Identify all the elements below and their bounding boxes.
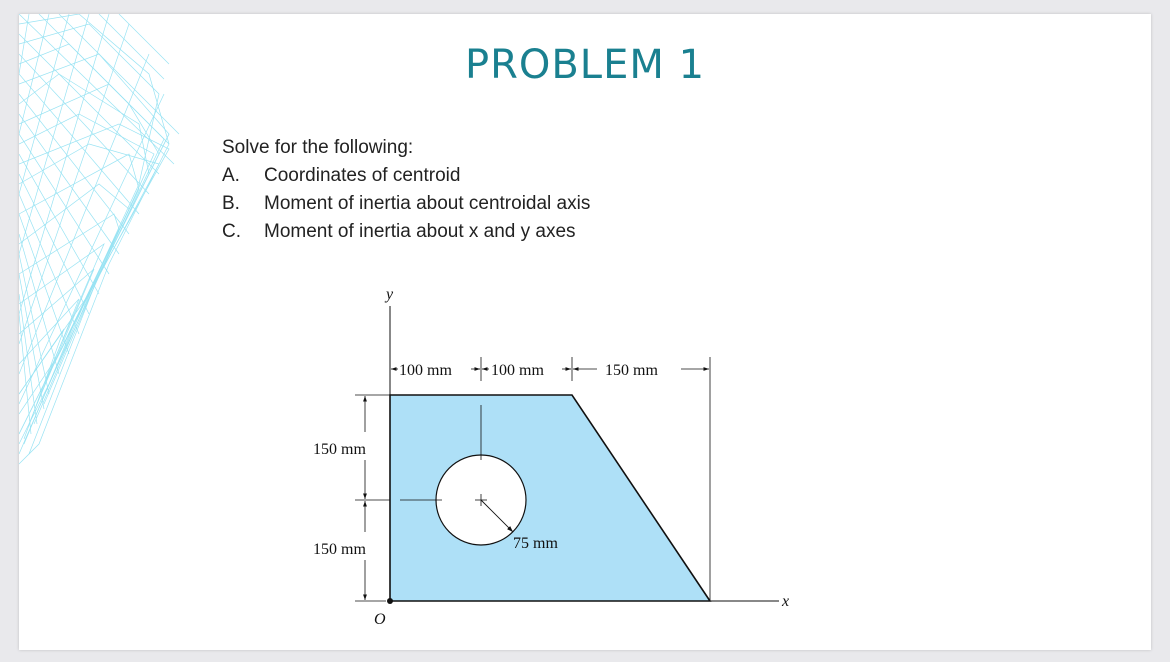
list-letter: C. — [222, 221, 241, 242]
y-axis-label: y — [386, 286, 394, 303]
list-text: Coordinates of centroid — [264, 165, 461, 186]
dim-top-1: 100 mm — [399, 362, 452, 379]
list-letter: A. — [222, 165, 240, 186]
slide — [19, 14, 1151, 650]
problem-intro: Solve for the following: — [222, 137, 414, 158]
problem-figure — [19, 14, 1151, 650]
dim-top-3: 150 mm — [605, 362, 658, 379]
origin-label: O — [374, 611, 386, 628]
list-letter: B. — [222, 193, 240, 214]
origin-point — [387, 598, 393, 604]
dim-left-1: 150 mm — [313, 441, 366, 458]
radius-label: 75 mm — [513, 535, 558, 552]
dim-left-2: 150 mm — [313, 541, 366, 558]
dim-top-2: 100 mm — [491, 362, 544, 379]
list-text: Moment of inertia about centroidal axis — [264, 193, 591, 214]
slide-title: PROBLEM 1 — [464, 42, 706, 88]
list-text: Moment of inertia about x and y axes — [264, 221, 576, 242]
x-axis-label: x — [782, 593, 790, 610]
